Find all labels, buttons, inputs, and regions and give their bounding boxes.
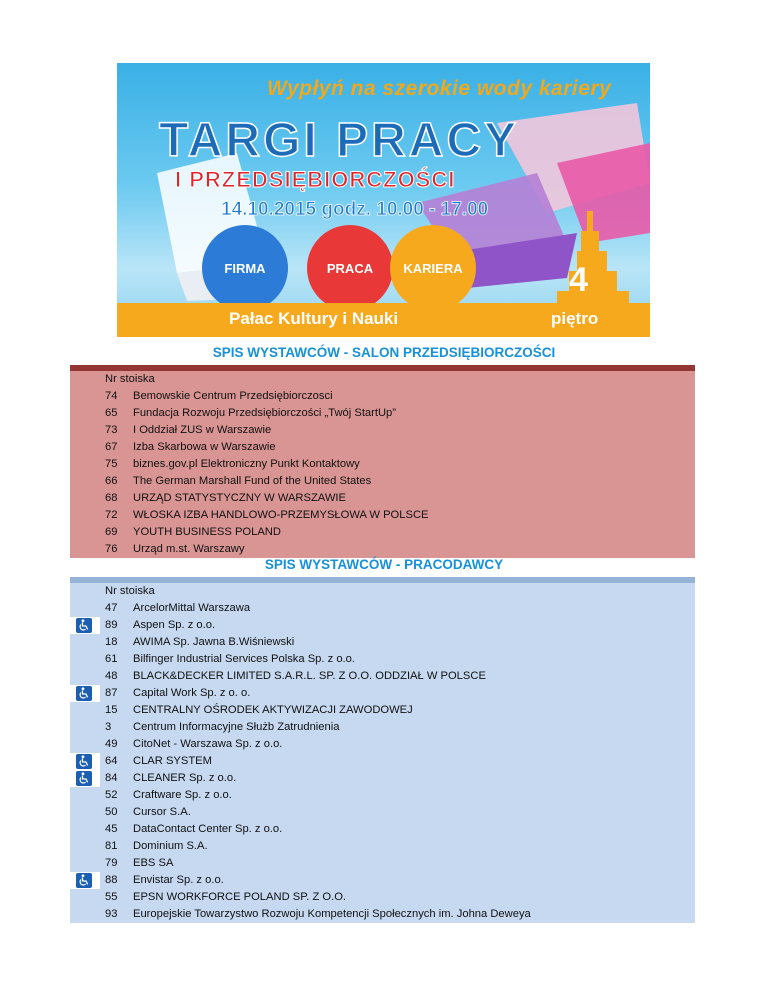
employers-header-label: Nr stoiska [105,585,155,597]
salon-table-body [70,371,695,558]
table-row [70,388,695,405]
exhibitor-name: AWIMA Sp. Jawna B.Wiśniewski [133,636,295,648]
salon-section-title: SPIS WYSTAWCÓW - SALON PRZEDSIĘBIORCZOŚCI [212,345,556,360]
exhibitor-name: ArcelorMittal Warszawa [133,602,251,614]
booth-number: 88 [105,874,118,886]
table-row [70,456,695,473]
booth-number: 87 [105,687,118,699]
booth-number: 55 [105,891,118,903]
wheelchair-accessible-icon [70,770,100,787]
booth-number: 15 [105,704,118,716]
banner-subtitle: I PRZEDSIĘBIORCZOŚCI [175,167,456,192]
booth-number: 65 [105,407,118,419]
exhibitor-name: CitoNet - Warszawa Sp. z o.o. [133,738,283,750]
exhibitor-name: Fundacja Rozwoju Przedsiębiorczości „Twój StartUp” [133,407,397,419]
table-row [70,490,695,507]
table-row [70,473,695,490]
table-row [70,838,695,855]
banner-tagline: Wypłyń na szerokie wody kariery [267,77,612,100]
table-row [70,872,695,889]
booth-number: 69 [105,526,118,538]
table-row [70,541,695,558]
exhibitor-name: CLAR SYSTEM [133,755,212,767]
booth-number: 47 [105,602,118,614]
banner-date-time: 14.10.2015 godz. 10.00 - 17.00 [221,199,489,220]
table-row [70,668,695,685]
banner-title: TARGI PRACY [159,114,520,167]
table-row [70,787,695,804]
table-row [70,439,695,456]
table-row [70,906,695,923]
booth-number: 61 [105,653,118,665]
table-row [70,753,695,770]
exhibitor-name: BLACK&DECKER LIMITED S.A.R.L. SP. Z O.O. ODDZIAŁ W POLSCE [133,670,486,682]
exhibitor-name: WŁOSKA IZBA HANDLOWO-PRZEMYSŁOWA W POLSCE [133,509,429,521]
event-banner [117,63,650,337]
exhibitor-name: biznes.gov.pl Elektroniczny Punkt Kontaktowy [133,458,360,470]
exhibitor-name: Izba Skarbowa w Warszawie [133,441,276,453]
booth-number: 66 [105,475,118,487]
exhibitor-name: Envistar Sp. z o.o. [133,874,224,886]
exhibitor-name: I Oddział ZUS w Warszawie [133,424,272,436]
booth-number: 84 [105,772,118,784]
circle-firma: FIRMA [202,225,288,311]
banner-floor-number: 4 [569,261,588,299]
table-row [70,889,695,906]
exhibitor-name: URZĄD STATYSTYCZNY W WARSZAWIE [133,492,346,504]
employers-table [70,577,695,923]
booth-number: 52 [105,789,118,801]
wheelchair-accessible-icon [70,753,100,770]
exhibitor-name: Craftware Sp. z o.o. [133,789,232,801]
exhibitor-name: Capital Work Sp. z o. o. [133,687,251,699]
table-row [70,855,695,872]
exhibitor-name: Bilfinger Industrial Services Polska Sp. z o.o. [133,653,355,665]
booth-number: 75 [105,458,118,470]
salon-header-label: Nr stoiska [105,373,155,385]
booth-number: 50 [105,806,118,818]
booth-number: 93 [105,908,118,920]
booth-number: 18 [105,636,118,648]
booth-number: 48 [105,670,118,682]
table-row [70,821,695,838]
exhibitor-name: CENTRALNY OŚRODEK AKTYWIZACJI ZAWODOWEJ [133,704,413,716]
exhibitor-name: Urząd m.st. Warszawy [133,543,245,555]
booth-number: 49 [105,738,118,750]
exhibitor-name: Centrum Informacyjne Służb Zatrudnienia [133,721,340,733]
banner-floor-label: piętro [551,309,599,328]
booth-number: 81 [105,840,118,852]
wheelchair-accessible-icon [70,617,100,634]
exhibitor-name: Cursor S.A. [133,806,191,818]
wheelchair-accessible-icon [70,872,100,889]
exhibitor-name: The German Marshall Fund of the United States [133,475,372,487]
booth-number: 79 [105,857,118,869]
exhibitor-name: Europejskie Towarzystwo Rozwoju Kompetencji Społecznych im. Johna Deweya [133,908,531,920]
table-row [70,405,695,422]
booth-number: 45 [105,823,118,835]
table-row [70,702,695,719]
booth-number: 72 [105,509,118,521]
employers-table-body [70,583,695,923]
exhibitor-name: DataContact Center Sp. z o.o. [133,823,283,835]
exhibitor-name: EPSN WORKFORCE POLAND SP. Z O.O. [133,891,347,903]
booth-number: 3 [105,721,112,733]
circle-kariera: KARIERA [390,225,476,311]
booth-number: 73 [105,424,118,436]
exhibitor-name: CLEANER Sp. z o.o. [133,772,237,784]
table-row [70,804,695,821]
exhibitor-name: Bemowskie Centrum Przedsiębiorczosci [133,390,333,402]
table-row [70,422,695,439]
table-row [70,600,695,617]
booth-number: 76 [105,543,118,555]
booth-number: 67 [105,441,118,453]
booth-number: 74 [105,390,118,402]
salon-header-row [70,371,695,388]
employers-header-row [70,583,695,600]
table-row [70,507,695,524]
salon-table [70,365,695,558]
circle-praca: PRACA [307,225,393,311]
table-row [70,524,695,541]
table-row [70,736,695,753]
booth-number: 64 [105,755,118,767]
exhibitor-name: EBS SA [133,857,174,869]
table-row [70,617,695,634]
exhibitor-name: Aspen Sp. z o.o. [133,619,216,631]
exhibitor-name: YOUTH BUSINESS POLAND [133,526,281,538]
exhibitor-name: Dominium S.A. [133,840,208,852]
wheelchair-accessible-icon [70,685,100,702]
booth-number: 68 [105,492,118,504]
employers-section-title: SPIS WYSTAWCÓW - PRACODAWCY [264,557,504,572]
table-row [70,719,695,736]
table-row [70,770,695,787]
table-row [70,651,695,668]
table-row [70,634,695,651]
booth-number: 89 [105,619,118,631]
banner-venue: Pałac Kultury i Nauki [229,309,399,328]
table-row [70,685,695,702]
